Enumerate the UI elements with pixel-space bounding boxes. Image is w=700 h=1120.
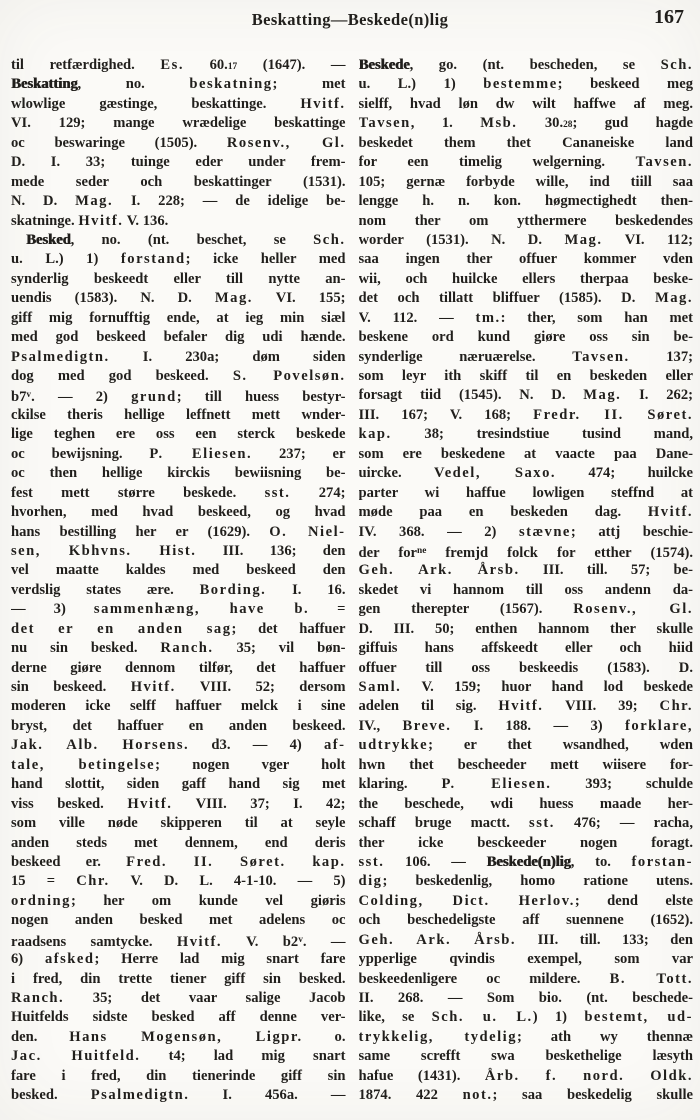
text-line: for een timelig welgerning. Tavsen. [358, 154, 693, 171]
text-line: lige teghen ere oss een sterck beskede [11, 426, 346, 443]
text-line: skedet vi hannom till oss andenn da- [358, 581, 693, 598]
text-line: och beschedeligste aff suennene (1652). [358, 912, 693, 929]
text-line: Huitfelds sidste besked aff denne ver- [11, 1009, 346, 1026]
text-line: som ville nøde skipperen til at seyle [11, 815, 346, 832]
text-line: Beskatting, no. beskatning; met [11, 76, 346, 93]
text-line: D. I. 33; tuinge eder under frem- [11, 154, 346, 171]
text-line: i fred, din trette tiener giff sin besked. [11, 970, 346, 987]
text-line: uendis (1583). N. D. Mag. VI. 155; [11, 290, 346, 307]
text-line: moderen icke selff haffuer melck i sine [11, 698, 346, 715]
text-line: dog med god beskeed. S. Povelsøn. [11, 368, 346, 384]
text-line: synderlige næruærelse. Tavsen. 137; [358, 348, 693, 365]
text-line: hvorhen, med hvad beskeed, og hvad [11, 504, 346, 521]
text-line: der for$^{ne}$ fremjd folck for etther (1574). [358, 545, 693, 562]
text-line: sen, Kbhvns. Hist. III. 136; den [11, 542, 346, 559]
text-line: 6) afsked; Herre lad mig snart fare [11, 951, 346, 968]
text-line: beskeed er. Fred. II. Søret. kap. [11, 853, 346, 870]
text-line: ckilse theris hellige leffnett mett wnder- [11, 406, 346, 423]
page-number: 167 [654, 6, 684, 28]
text-line: nu sin besked. Ranch. 35; vil bøn- [11, 640, 346, 657]
text-line: uircke. Vedel, Saxo. 474; huilcke [358, 465, 693, 482]
text-line: the beschede, wdi huess maade her- [358, 795, 693, 812]
text-line: nom ther om ytthermere beskedendes [358, 212, 693, 229]
text-line: ordning; her om kunde vel giøris [11, 892, 346, 909]
text-line: 15 = Chr. V. D. L. 4-1-10. — 5) [11, 873, 346, 890]
text-line: skatninge. Hvitf. V. 136. [11, 212, 169, 229]
text-line: u. L.) 1) forstand; icke heller med [11, 251, 346, 268]
text-line: giffuis hans affskeedt eller och hiid [358, 640, 693, 657]
text-line: IV. 368. — 2) stævne; attj beschie- [358, 523, 693, 540]
text-line: til retfærdighed. Es. 60.17 (1647). — [11, 57, 346, 73]
text-line: ther icke besckeeder nogen foragt. [358, 834, 693, 851]
headword: Beskede(n)lig [486, 853, 571, 870]
text-line: sst. 106. — Beskede(n)lig, to. forstan- [358, 853, 693, 870]
text-line: u. L.) 1) bestemme; beskeed meg [358, 76, 693, 93]
text-line: anden steds met dennem, end deris [11, 834, 346, 851]
text-line: som leyr ith skiff til en beskeden eller [358, 368, 693, 384]
text-line: sielff, hvad løn dw wilt haffwe af meg. [358, 95, 693, 112]
text-line: beskene ord kund giøre oss sin be- [358, 329, 693, 346]
text-line: Beskede, go. (nt. bescheden, se Sch. [358, 57, 693, 73]
text-line: oc then hellige kirckis bewiisning be- [11, 465, 346, 482]
text-line: III. 167; V. 168; Fredr. II. Søret. [358, 406, 693, 423]
text-line: viss besked. Hvitf. VIII. 37; I. 42; [11, 795, 346, 812]
text-line: beskedet them thet Cananeiske land [358, 134, 693, 151]
text-line: det och tillatt bliffuer (1585). D. Mag. [358, 290, 693, 307]
text-line: gen therepter (1567). Rosenv., Gl. [358, 601, 693, 618]
text-line: med god beskeed befaler dig udi hænde. [11, 329, 346, 346]
text-line: V. 112. — tm.: ther, som han met [358, 309, 693, 326]
text-line: b7$^v$. — 2) grund; till huess bestyr- [11, 389, 346, 406]
text-line: verdslig states ære. Bording. I. 16. [11, 581, 346, 598]
text-line: derne giøre dennom tilfør, det haffuer [11, 659, 346, 676]
text-line: Tavsen, 1. Msb. 30.28; gud hagde [358, 115, 693, 132]
text-line: oc bewijsning. P. Eliesen. 237; er [11, 445, 346, 462]
text-line: bryst, det haffuer en anden beskeed. [11, 717, 346, 734]
text-line: hand slottit, siden gaff hand sig met [11, 776, 346, 793]
text-line: D. III. 50; enthen hannom ther skulle [358, 620, 693, 637]
text-line: N. D. Mag. I. 228; — de idelige be- [11, 193, 346, 210]
text-line: II. 268. — Som bio. (nt. beschede- [358, 990, 693, 1006]
text-line: hwn thet bescheeder mett wiisere for- [358, 756, 693, 773]
headword: Beskatting [11, 76, 78, 93]
text-line: like, se Sch. u. L.) 1) bestemt, ud- [358, 1009, 693, 1026]
text-line: Saml. V. 159; huor hand lod beskede [358, 679, 693, 695]
running-title: Beskatting—Beskede(n)lig [251, 10, 449, 29]
text-line: den. Hans Mogensøn, Ligpr. o. [11, 1028, 346, 1045]
text-line: hafue (1431). Årb. f. nord. Oldk. [358, 1067, 693, 1084]
text-line: tale, betingelse; nogen vger holt [11, 756, 346, 773]
text-line: som ere beskedene at vaacte paa Dane- [358, 445, 693, 462]
text-line: forsagt tiid (1545). N. D. Mag. I. 262; [358, 387, 693, 404]
text-line: vel maatte kaldes med beskeed den [11, 562, 346, 579]
text-line: VI. 129; mange wrædelige beskattinge [11, 115, 346, 132]
text-line: sin beskeed. Hvitf. VIII. 52; dersom [11, 679, 346, 695]
text-line: worder (1531). N. D. Mag. VI. 112; [358, 231, 693, 248]
text-line: Jak. Alb. Horsens. d3. — 4) af- [11, 737, 346, 754]
text-line: schaff bruge mactt. sst. 476; — racha, [358, 815, 693, 832]
text-line: kap. 38; tresindstiue tusind mand, [358, 426, 693, 443]
text-line: wii, och huilcke ellers therpaa beske- [358, 270, 693, 287]
text-line: hans bestilling her er (1629). O. Niel- [11, 523, 346, 540]
text-line: offuer till oss beskeedis (1583). D. [358, 659, 693, 676]
text-line: parter wi haffue lowligen steffnd at [358, 484, 693, 501]
text-line: 1874. 422 not.; saa beskedelig skulle [358, 1087, 693, 1104]
right-column [359, 56, 694, 1106]
text-line: Ranch. 35; det vaar salige Jacob [11, 990, 346, 1006]
text-line: oc beswaringe (1505). Rosenv., Gl. [11, 134, 346, 151]
text-line: ypperlige qvindis exempel, som var [358, 951, 693, 968]
text-line: udtrykke; er thet wsandhed, wden [358, 737, 693, 754]
headword: Beskede [358, 57, 410, 73]
text-line: nogen anden besked met adelens oc [11, 912, 346, 929]
headword: Besked [26, 231, 71, 248]
text-line: det er en anden sag; det haffuer [11, 620, 346, 637]
text-line: Jac. Huitfeld. t4; lad mig snart [11, 1048, 346, 1065]
text-line: Geh. Ark. Årsb. III. till. 57; be- [358, 562, 693, 579]
text-line: — 3) sammenhæng, have b. = [11, 601, 346, 618]
text-line: lengge h. n. kon. høgmectighedt then- [358, 193, 693, 210]
text-line: mede seder och beskattinger (1531). [11, 173, 346, 190]
text-line: 105; gernæ forbyde wille, ind tiill saa [358, 173, 693, 190]
text-line: adelen til sig. Hvitf. VIII. 39; Chr. [358, 698, 693, 715]
text-line: trykkelig, tydelig; ath wy thennæ [358, 1028, 693, 1045]
text-line: wlowlige gæstinge, beskattinge. Hvitf. [11, 95, 346, 112]
left-column [11, 56, 346, 1106]
text-line: klaring. P. Eliesen. 393; schulde [358, 776, 693, 793]
text-line: fest mett større beskede. sst. 274; [11, 484, 346, 501]
text-line: raadsens samtycke. Hvitf. V. b2$^v$. — [11, 933, 346, 950]
text-line: fare i fred, din tienerinde giff sin [11, 1067, 346, 1084]
text-line: dig; beskedenlig, homo ratione utens. [358, 873, 693, 890]
text-line: IV., Breve. I. 188. — 3) forklare, [358, 717, 693, 734]
text-line: Geh. Ark. Årsb. III. till. 133; den [358, 931, 693, 948]
text-line: møde paa en beskeden dag. Hvitf. [358, 504, 693, 521]
text-line: synderlig beskeedt eller till nytte an- [11, 270, 346, 287]
text-line: Besked, no. (nt. beschet, se Sch. [26, 231, 346, 248]
text-line: Psalmedigtn. I. 230a; døm siden [11, 348, 346, 365]
text-columns [11, 56, 693, 1106]
text-line: giff mig fornufftig ende, at ieg min siæl [11, 309, 346, 326]
text-line: saa ingen ther offuer kommer vden [358, 251, 693, 268]
text-line: beskeedenligere oc mildere. B. Tott. [358, 970, 693, 987]
text-line: same screfft swa beskethelige læsyth [358, 1048, 693, 1065]
text-line: Colding, Dict. Herlov.; dend elste [358, 892, 693, 909]
text-line: besked. Psalmedigtn. I. 456a. — [11, 1087, 346, 1104]
